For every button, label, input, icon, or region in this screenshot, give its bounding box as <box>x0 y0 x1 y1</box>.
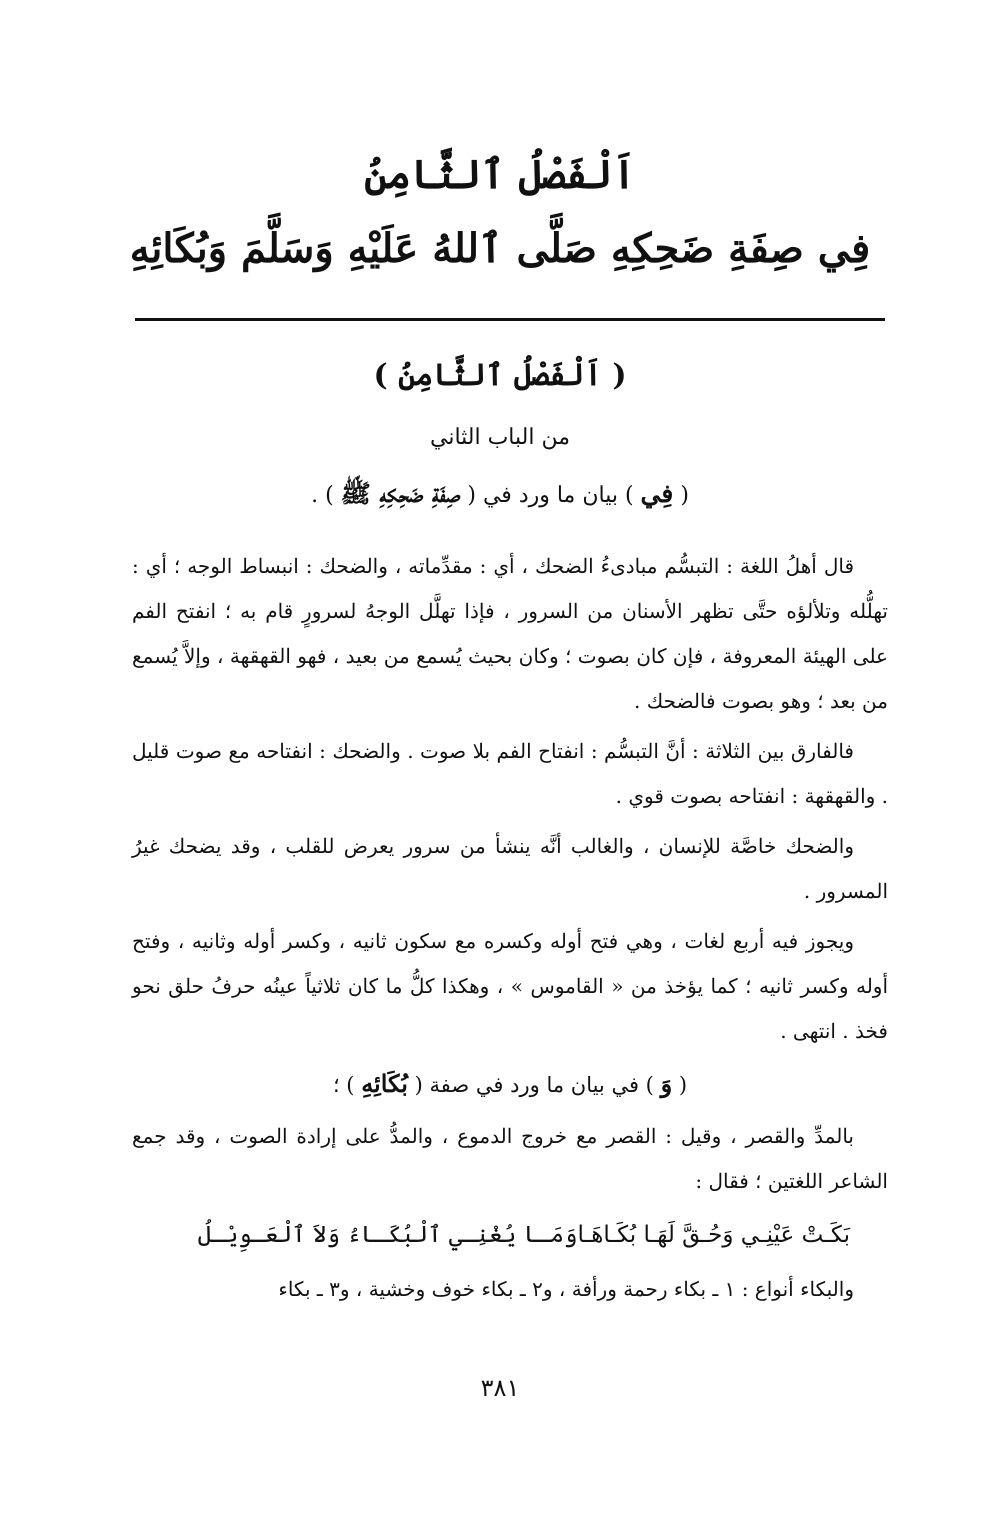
section-heading: ( اَلْفَصْلُ ٱلثَّامِنُ ) <box>373 358 627 393</box>
verse-second-hemistich: وَمَـا يُغْنِـي ٱلْبُكَـاءُ وَلاَ ٱلْعَـوِيْـلُ <box>197 1222 578 1248</box>
weeping-heading <box>132 1059 888 1110</box>
body-text <box>132 544 888 1317</box>
paragraph-four-forms: ويجوز فيه أربع لغات ، وهي فتح أوله وكسره مع سكون ثانيه ، وكسر أوله وثانيه ، وفتح أوله وكسر ثانيه ؛ كما يؤخذ من « القاموس » ، وهكذا كلُّ ما كان ثلاثياً عينُه حرفُ حلق نحو فخذ . انتهى . <box>132 929 888 1043</box>
chapter-title-line-1: اَلْفَصْلُ ٱلثَّامِنُ <box>364 151 636 198</box>
topic-open: ( <box>680 483 689 508</box>
weeping-heading-conj: وَ <box>660 1069 673 1098</box>
page-number: ٣٨١ <box>480 1374 520 1402</box>
topic-close: ) . <box>311 483 334 508</box>
weeping-heading-word: بُكَائِهِ <box>361 1069 408 1098</box>
poetry-verse <box>132 1209 888 1261</box>
paragraph-weeping-types: والبكاء أنواع : ١ ـ بكاء رحمة ورأفة ، و٢ ـ بكاء خوف وخشية ، و٣ ـ بكاء <box>278 1277 854 1301</box>
paragraph-difference: فالفارق بين الثلاثة : أنَّ التبسُّم : انفتاح الفم بلا صوت . والضحك : انفتاحه مع صوت قليل . والقهقهة : انفتاحه بصوت قوي . <box>132 739 888 808</box>
weeping-heading-open: ( <box>678 1073 688 1097</box>
topic-word: فِي <box>640 479 674 508</box>
paragraph-human-trait: والضحك خاصَّة للإنسان ، والغالب أنَّه ينشأ من سرور يعرض للقلب ، وقد يضحك غيرُ المسرور . <box>132 834 888 903</box>
verse-first-hemistich: بَكَـتْ عَيْنِـي وَحُـقَّ لَهَـا بُكَـاهَـا <box>577 1222 850 1248</box>
paragraph-laughter-definition: قال أهلُ اللغة : التبسُّم مبادىءُ الضحك ، أي : مقدِّماته ، والضحك : انبساط الوجه ؛ أي : تهلُّله وتلألؤه حتَّى تظهر الأسنان من السرور ، فإذا تهلَّل الوجهُ لسرورٍ قام به ؛ انفتح الفم على الهيئة المعروفة ، فإن كان بصوت ؛ وكان بحيث يُسمع من بعيد ، فهو القهقهة ، وإلاَّ يُسمع من بعد ؛ وهو بصوت فالضحك . <box>132 554 888 713</box>
topic-middle: ) بيان ما ورد في ( <box>467 483 634 508</box>
topic-line <box>120 474 880 516</box>
chapter-title-line-2: فِي صِفَةِ ضَحِكِهِ صَلَّى ٱللهُ عَلَيْهِ وَسَلَّمَ وَبُكَائِهِ <box>129 225 871 272</box>
weeping-heading-close: ) ؛ <box>332 1073 355 1097</box>
chapter-title <box>120 138 880 286</box>
paragraph-weeping: بالمدِّ والقصر ، وقيل : القصر مع خروج الدموع ، والمدُّ على إرادة الصوت ، وقد جمع الشاعر اللغتين ؛ فقال : <box>132 1124 888 1193</box>
title-divider <box>135 318 885 321</box>
from-chapter-line: من الباب الثاني <box>429 425 570 450</box>
topic-title: صِفَةِ ضَحِكِهِ ﷺ <box>340 479 461 508</box>
weeping-heading-middle: ) في بيان ما ورد في صفة ( <box>414 1073 654 1097</box>
